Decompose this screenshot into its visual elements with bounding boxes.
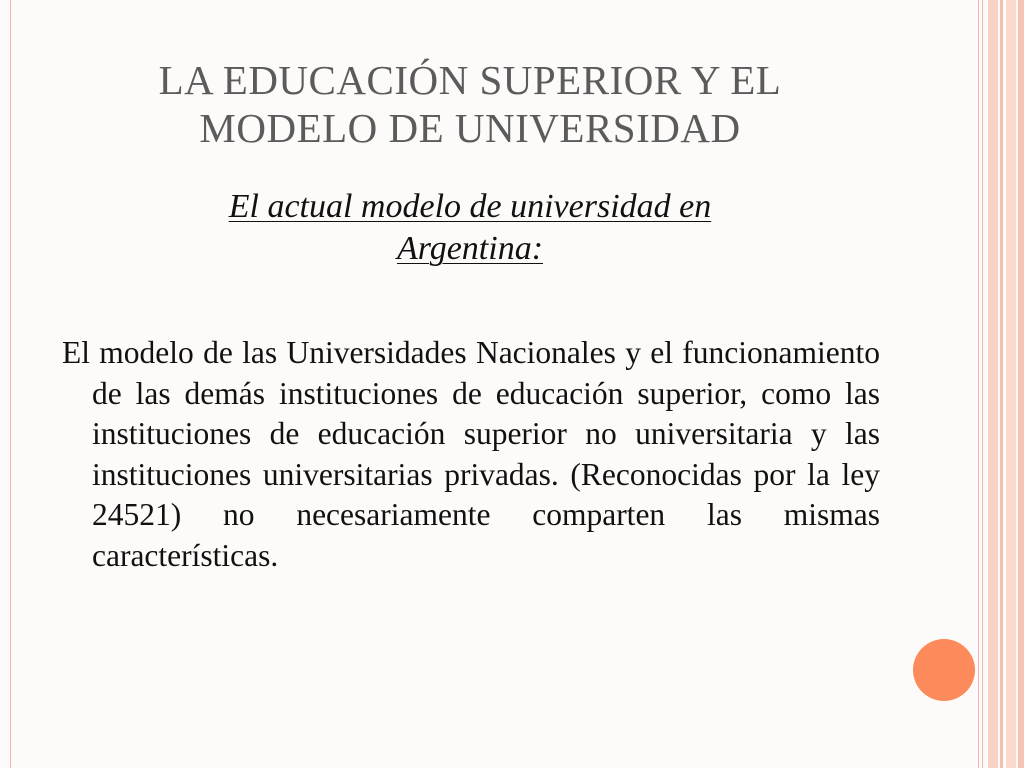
right-stripe [978,0,979,768]
slide-title-line: LA EDUCACIÓN SUPERIOR Y EL [158,57,782,103]
right-stripe [1018,0,1024,768]
slide-subtitle-line: El actual modelo de universidad en [228,188,712,225]
right-stripe [1000,0,1003,768]
right-stripe [982,0,983,768]
slide-body-text: El modelo de las Universidades Nacionales y el funcionamiento de las demás instituciones de educación superior, como las instituciones de educación superior no universitaria y las instituciones universitarias privadas. (Reconocidas por la ley 24521) no necesariamente comparten las mismas características. [62,335,880,573]
slide-subtitle [60,186,880,270]
slide-subtitle-line: Argentina: [396,230,544,267]
slide-title-line: MODELO DE UNIVERSIDAD [199,105,741,151]
left-border-line [10,0,11,768]
decorative-circle [913,639,975,701]
right-stripe [1006,0,1016,768]
right-stripe [988,0,998,768]
slide-title [60,56,880,152]
